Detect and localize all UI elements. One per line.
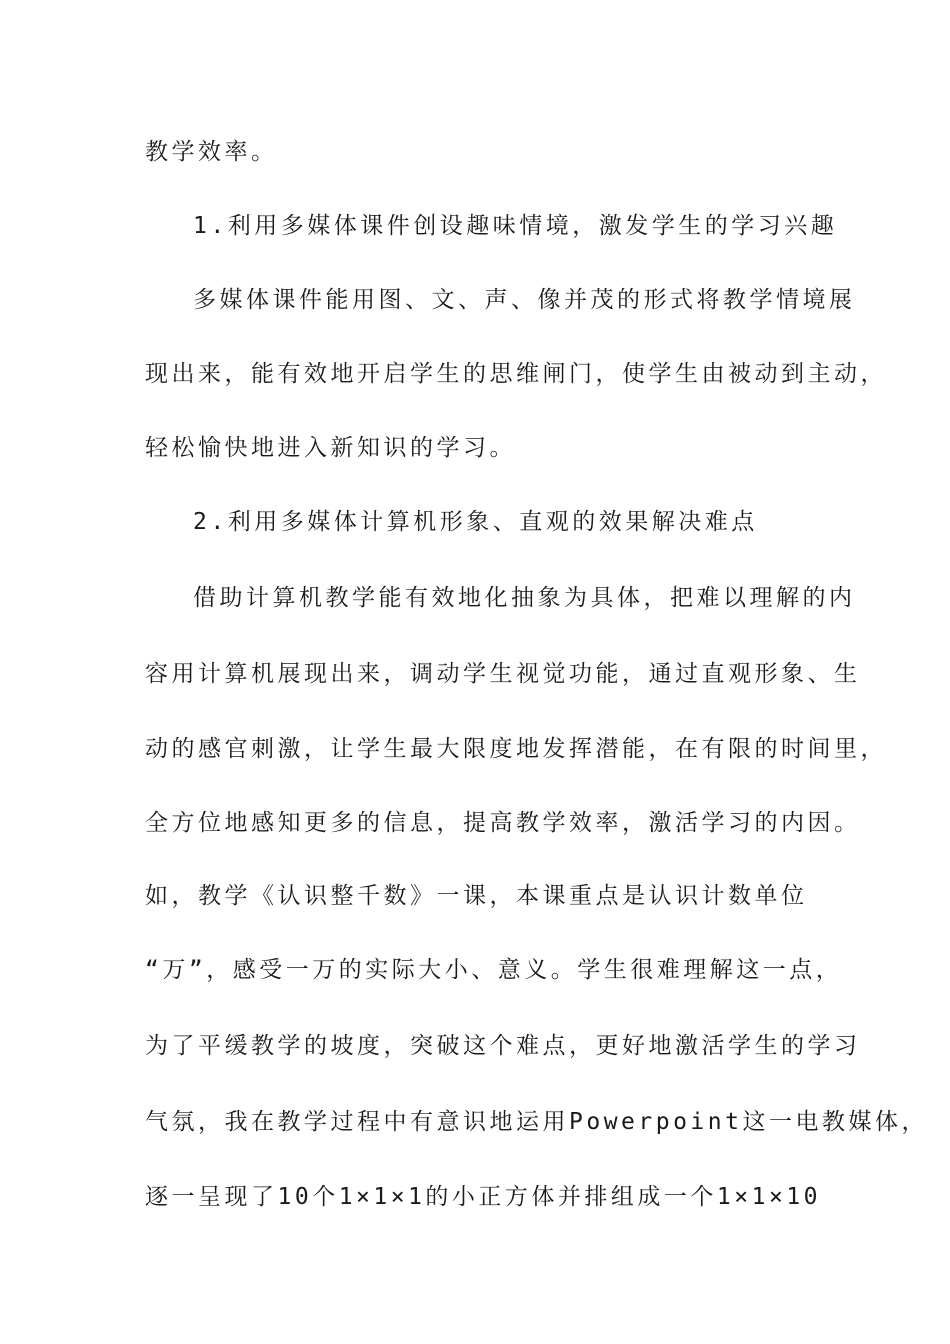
text-line-10: 全方位地感知更多的信息，提高教学效率，激活学习的内因。 — [145, 810, 861, 836]
text-line-4: 现出来，能有效地开启学生的思维闸门，使学生由被动到主动， — [145, 361, 887, 387]
text-line-7: 借助计算机教学能有效地化抽象为具体，把难以理解的内 — [193, 585, 856, 611]
text-line-1: 教学效率。 — [145, 139, 278, 165]
text-line-3: 多媒体课件能用图、文、声、像并茂的形式将教学情境展 — [193, 287, 856, 313]
text-line-8: 容用计算机展现出来，调动学生视觉功能，通过直观形象、生 — [145, 661, 861, 687]
text-line-14: 气氛，我在教学过程中有意识地运用Powerpoint这一电教媒体， — [145, 1109, 928, 1135]
text-line-11: 如，教学《认识整千数》一课，本课重点是认识计数单位 — [145, 883, 808, 909]
text-line-12: “万”，感受一万的实际大小、意义。学生很难理解这一点， — [145, 957, 843, 983]
text-line-13: 为了平缓教学的坡度，突破这个难点，更好地激活学生的学习 — [145, 1033, 861, 1059]
section-heading-1: 1.利用多媒体课件创设趣味情境，激发学生的学习兴趣 — [193, 213, 838, 239]
text-line-5: 轻松愉快地进入新知识的学习。 — [145, 435, 516, 461]
text-line-9: 动的感官刺激，让学生最大限度地发挥潜能，在有限的时间里， — [145, 736, 887, 762]
text-line-15: 逐一呈现了10个1×1×1的小正方体并排组成一个1×1×10 — [145, 1184, 822, 1210]
section-heading-2: 2.利用多媒体计算机形象、直观的效果解决难点 — [193, 509, 758, 535]
